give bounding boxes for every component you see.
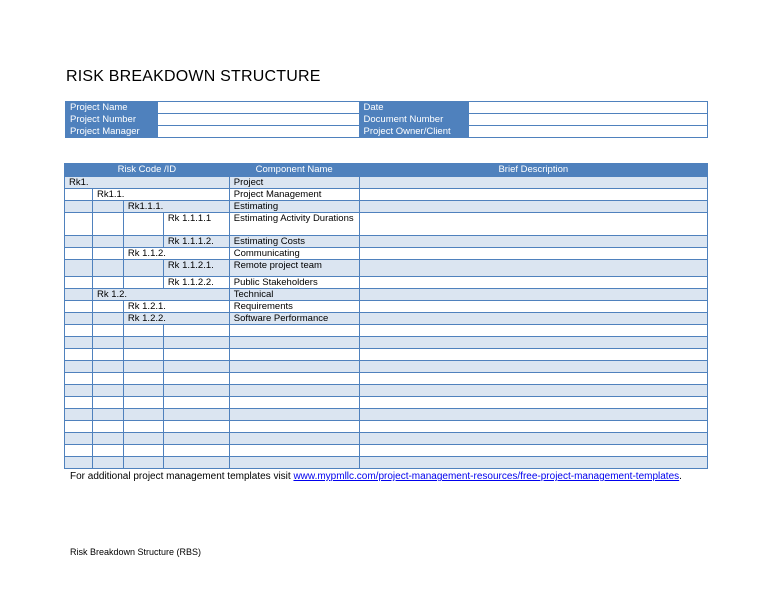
brief-description-cell[interactable]	[359, 236, 707, 248]
table-row	[65, 201, 708, 213]
empty-cell[interactable]	[229, 421, 359, 433]
empty-cell[interactable]	[229, 457, 359, 469]
header-brief-description: Brief Description	[359, 164, 707, 177]
indent-cell	[65, 236, 93, 248]
empty-cell[interactable]	[229, 337, 359, 349]
empty-cell[interactable]	[123, 385, 163, 397]
empty-cell[interactable]	[359, 457, 707, 469]
brief-description-cell[interactable]	[359, 177, 707, 189]
indent-cell	[123, 260, 163, 277]
empty-cell[interactable]	[359, 397, 707, 409]
component-name-cell: Project	[229, 177, 359, 189]
project-name-field[interactable]	[157, 102, 359, 114]
empty-cell[interactable]	[65, 325, 93, 337]
indent-cell	[123, 277, 163, 289]
empty-cell[interactable]	[92, 397, 123, 409]
table-row	[65, 289, 708, 301]
table-row	[65, 349, 708, 361]
footer-note-suffix: .	[679, 471, 682, 482]
table-row	[65, 397, 708, 409]
indent-cell	[92, 236, 123, 248]
brief-description-cell[interactable]	[359, 301, 707, 313]
empty-cell[interactable]	[359, 325, 707, 337]
indent-cell	[92, 301, 123, 313]
empty-cell[interactable]	[92, 385, 123, 397]
empty-cell[interactable]	[163, 325, 229, 337]
empty-cell[interactable]	[65, 337, 93, 349]
empty-cell[interactable]	[229, 385, 359, 397]
empty-cell[interactable]	[229, 361, 359, 373]
empty-cell[interactable]	[229, 397, 359, 409]
brief-description-cell[interactable]	[359, 201, 707, 213]
empty-cell[interactable]	[229, 325, 359, 337]
empty-cell[interactable]	[65, 397, 93, 409]
empty-cell[interactable]	[229, 373, 359, 385]
empty-cell[interactable]	[359, 361, 707, 373]
empty-cell[interactable]	[123, 433, 163, 445]
brief-description-cell[interactable]	[359, 213, 707, 236]
empty-cell[interactable]	[163, 457, 229, 469]
table-row	[65, 385, 708, 397]
empty-cell[interactable]	[123, 421, 163, 433]
empty-cell[interactable]	[92, 445, 123, 457]
empty-cell[interactable]	[92, 457, 123, 469]
project-owner-label: Project Owner/Client	[359, 126, 469, 138]
indent-cell	[65, 248, 93, 260]
table-row	[65, 260, 708, 277]
indent-cell	[123, 213, 163, 236]
project-name-label: Project Name	[66, 102, 158, 114]
project-manager-label: Project Manager	[66, 126, 158, 138]
table-row	[65, 313, 708, 325]
table-row	[65, 373, 708, 385]
component-name-cell: Estimating Activity Durations	[229, 213, 359, 236]
indent-cell	[92, 248, 123, 260]
table-row	[65, 325, 708, 337]
risk-code-cell: Rk 1.2.	[92, 289, 229, 301]
empty-cell[interactable]	[123, 373, 163, 385]
empty-cell[interactable]	[163, 373, 229, 385]
empty-cell[interactable]	[65, 433, 93, 445]
footer-note-text: For additional project management templates visit	[70, 471, 294, 482]
indent-cell	[65, 313, 93, 325]
project-number-field[interactable]	[157, 114, 359, 126]
indent-cell	[65, 201, 93, 213]
page-footer: Risk Breakdown Structure (RBS)	[70, 547, 202, 557]
empty-cell[interactable]	[65, 421, 93, 433]
risk-code-cell: Rk 1.2.2.	[123, 313, 229, 325]
empty-cell[interactable]	[65, 361, 93, 373]
table-row	[65, 361, 708, 373]
empty-cell[interactable]	[359, 337, 707, 349]
empty-cell[interactable]	[65, 445, 93, 457]
empty-cell[interactable]	[359, 349, 707, 361]
indent-cell	[65, 277, 93, 289]
empty-cell[interactable]	[123, 361, 163, 373]
brief-description-cell[interactable]	[359, 248, 707, 260]
table-row	[65, 301, 708, 313]
empty-cell[interactable]	[65, 385, 93, 397]
empty-cell[interactable]	[229, 433, 359, 445]
empty-cell[interactable]	[92, 349, 123, 361]
component-name-cell: Requirements	[229, 301, 359, 313]
empty-cell[interactable]	[123, 397, 163, 409]
empty-cell[interactable]	[163, 409, 229, 421]
indent-cell	[92, 313, 123, 325]
risk-code-cell: Rk1.1.	[92, 189, 229, 201]
empty-cell[interactable]	[92, 325, 123, 337]
empty-cell[interactable]	[229, 349, 359, 361]
page-title: RISK BREAKDOWN STRUCTURE	[66, 68, 321, 85]
empty-cell[interactable]	[123, 457, 163, 469]
empty-cell[interactable]	[92, 361, 123, 373]
risk-code-cell: Rk1.1.1.	[123, 201, 229, 213]
empty-cell[interactable]	[65, 409, 93, 421]
empty-cell[interactable]	[65, 349, 93, 361]
document-number-field[interactable]	[469, 114, 708, 126]
empty-cell[interactable]	[92, 409, 123, 421]
empty-cell[interactable]	[123, 349, 163, 361]
header-risk-code: Risk Code /ID	[65, 164, 230, 177]
empty-cell[interactable]	[359, 421, 707, 433]
component-name-cell: Project Management	[229, 189, 359, 201]
indent-cell	[92, 277, 123, 289]
empty-cell[interactable]	[123, 337, 163, 349]
empty-cell[interactable]	[65, 457, 93, 469]
empty-cell[interactable]	[163, 361, 229, 373]
table-row	[65, 236, 708, 248]
risk-code-cell: Rk 1.1.1.2.	[163, 236, 229, 248]
table-row	[65, 421, 708, 433]
table-row	[65, 433, 708, 445]
indent-cell	[65, 213, 93, 236]
empty-cell[interactable]	[163, 445, 229, 457]
date-field[interactable]	[469, 102, 708, 114]
brief-description-cell[interactable]	[359, 277, 707, 289]
indent-cell	[65, 260, 93, 277]
table-row	[65, 177, 708, 189]
component-name-cell: Communicating	[229, 248, 359, 260]
empty-cell[interactable]	[65, 373, 93, 385]
date-label: Date	[359, 102, 469, 114]
brief-description-cell[interactable]	[359, 189, 707, 201]
indent-cell	[92, 201, 123, 213]
project-number-label: Project Number	[66, 114, 158, 126]
indent-cell	[65, 301, 93, 313]
indent-cell	[65, 189, 93, 201]
table-row	[65, 277, 708, 289]
empty-cell[interactable]	[359, 433, 707, 445]
empty-cell[interactable]	[163, 337, 229, 349]
rbs-table	[64, 163, 708, 469]
component-name-cell: Public Stakeholders	[229, 277, 359, 289]
table-row	[65, 337, 708, 349]
empty-cell[interactable]	[123, 409, 163, 421]
risk-code-cell: Rk1.	[65, 177, 230, 189]
component-name-cell: Technical	[229, 289, 359, 301]
project-owner-field[interactable]	[469, 126, 708, 138]
table-row	[65, 213, 708, 236]
empty-cell[interactable]	[359, 385, 707, 397]
empty-cell[interactable]	[163, 421, 229, 433]
component-name-cell: Software Performance	[229, 313, 359, 325]
component-name-cell: Remote project team	[229, 260, 359, 277]
project-manager-field[interactable]	[157, 126, 359, 138]
empty-cell[interactable]	[92, 433, 123, 445]
empty-cell[interactable]	[359, 445, 707, 457]
empty-cell[interactable]	[123, 325, 163, 337]
risk-code-cell: Rk 1.1.2.2.	[163, 277, 229, 289]
templates-link[interactable]: www.mypmllc.com/project-management-resources/free-project-management-templates	[293, 471, 680, 482]
risk-code-cell: Rk 1.1.1.1	[163, 213, 229, 236]
empty-cell[interactable]	[163, 433, 229, 445]
empty-cell[interactable]	[229, 445, 359, 457]
indent-cell	[123, 236, 163, 248]
component-name-cell: Estimating Costs	[229, 236, 359, 248]
risk-code-cell: Rk 1.1.2.	[123, 248, 229, 260]
empty-cell[interactable]	[163, 349, 229, 361]
risk-code-cell: Rk 1.2.1.	[123, 301, 229, 313]
project-info-table	[65, 101, 708, 138]
empty-cell[interactable]	[92, 421, 123, 433]
empty-cell[interactable]	[229, 409, 359, 421]
header-component-name: Component Name	[229, 164, 359, 177]
empty-cell[interactable]	[359, 409, 707, 421]
empty-cell[interactable]	[92, 337, 123, 349]
empty-cell[interactable]	[163, 385, 229, 397]
footer-note	[70, 471, 682, 482]
document-number-label: Document Number	[359, 114, 469, 126]
table-row	[65, 457, 708, 469]
indent-cell	[92, 213, 123, 236]
table-row	[65, 409, 708, 421]
risk-code-cell: Rk 1.1.2.1.	[163, 260, 229, 277]
empty-cell[interactable]	[92, 373, 123, 385]
empty-cell[interactable]	[163, 397, 229, 409]
rbs-table-body	[65, 177, 708, 469]
brief-description-cell[interactable]	[359, 313, 707, 325]
table-row	[65, 248, 708, 260]
brief-description-cell[interactable]	[359, 289, 707, 301]
empty-cell[interactable]	[123, 445, 163, 457]
table-row	[65, 445, 708, 457]
indent-cell	[92, 260, 123, 277]
table-row	[65, 189, 708, 201]
empty-cell[interactable]	[359, 373, 707, 385]
component-name-cell: Estimating	[229, 201, 359, 213]
indent-cell	[65, 289, 93, 301]
brief-description-cell[interactable]	[359, 260, 707, 277]
